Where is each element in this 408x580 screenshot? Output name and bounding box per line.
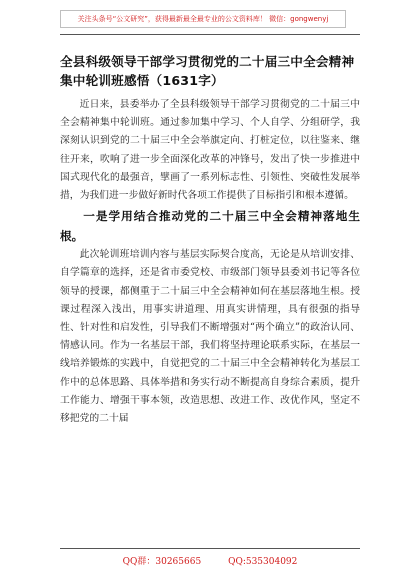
section-heading-1: 一是学用结合推动党的二十届三中全会精神落地生根。 [60,209,360,244]
footer-contact [60,554,360,567]
document-title: 全县科级领导干部学习贯彻党的二十届三中全会精神集中轮训班感悟（1631字） [60,54,355,88]
document-body [60,96,360,428]
paragraph-section-1: 此次轮训班培训内容与基层实际契合度高，无论是从培训安排、自学篇章的选择，还是省市委党校、市级部门领导县委刘书记等各位领导的授课，都侧重于二十届三中全会精神如何在基层落地生根。授课过程深入浅出，用事实讲道理、用真实讲情理，具有很强的指导性、针对性和启发性，引导我们不断增强对“两个确立”的政治认同、情感认同。作为一名基层干部，我们将坚持理论联系实际，在基层一线培养锻炼的实践中，自觉把党的二十届三中全会精神转化为基层工作中的总体思路、具体举措和务实行动不断提高自身综合素质，提升工作能力、增强干事本领，改造思想、改进工作、改优作风，坚定不移把党的二十届 [60,249,360,425]
footer-qq: QQ:535304092 [228,557,298,567]
header-banner: 关注头条号“公文研究”，获得最新最全最专业的公文资料库！ 微信：gongwenyj [60,10,346,28]
header-divider [60,34,360,35]
paragraph-intro: 近日来，县委举办了全县科级领导干部学习贯彻党的二十届三中全会精神集中轮训班。通过参加集中学习、个人自学、分组研学，我深刻认识到党的二十届三中全会举旗定向、打桩定位，以往鉴来、继往开来，吹响了进一步全面深化改革的冲锋号，发出了快一步推进中国式现代化的最强音，擘画了一系列标志性、引领性、突破性发展举措，为我们进一步做好新时代各项工作提供了目标指引和根本遵循。 [60,99,360,202]
footer-divider [60,548,360,549]
footer-qq-group: QQ群：30265665 [122,557,202,567]
